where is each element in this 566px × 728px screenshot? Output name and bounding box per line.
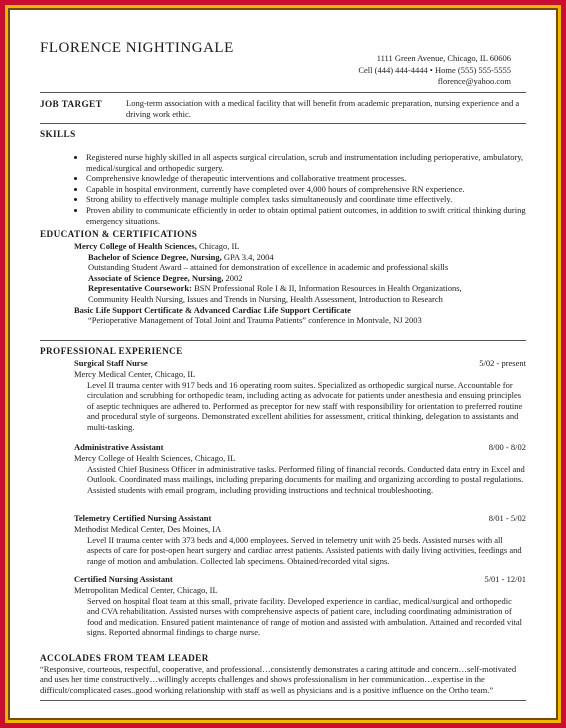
accolades-heading: ACCOLADES FROM TEAM LEADER <box>40 653 209 663</box>
degree-associate: Associate of Science Degree, Nursing, <box>88 272 224 283</box>
degree-line <box>74 252 526 263</box>
skill-item: • Capable in hospital environment, currently have completed over 4,000 hours of comprehensive RN experience. <box>86 184 541 195</box>
job-header <box>74 574 526 585</box>
email-address: florence@yahoo.com <box>437 76 511 86</box>
experience-heading: PROFESSIONAL EXPERIENCE <box>40 346 183 356</box>
skill-item: • Proven ability to communicate efficiently in order to obtain optimal patient outcomes, in addition to swift critical thinking during emergency situations. <box>86 205 541 226</box>
job-body <box>74 524 526 566</box>
coursework-line <box>74 283 526 294</box>
skill-item: • Strong ability to effectively manage multiple complex tasks simultaneously and coordinate time effectively. <box>86 194 541 205</box>
job-dates: 8/01 - 5/02 <box>488 513 526 523</box>
job-dates: 8/00 - 8/02 <box>488 442 526 452</box>
degree-associate-detail: 2002 <box>223 272 243 283</box>
coursework-label: Representative Coursework: <box>88 283 192 294</box>
job-employer: Mercy Medical Center, Chicago, IL <box>74 369 196 379</box>
coursework-line-2: Community Health Nursing, Issues and Trends in Nursing, Health Assessment, Introduction to Research <box>88 293 443 304</box>
job-title: Telemetry Certified Nursing Assistant <box>74 513 212 523</box>
divider <box>40 123 526 124</box>
school-name: Mercy College of Health Sciences, <box>74 241 197 251</box>
coursework-text: BSN Professional Role I & II, Information Resources in Health Organizations, <box>191 283 462 294</box>
job-body <box>74 453 526 495</box>
job-employer: Mercy College of Health Sciences, Chicago, IL <box>74 453 236 463</box>
skill-item: • Comprehensive knowledge of therapeutic interventions and collaborative treatment processes. <box>86 173 541 184</box>
skills-heading: SKILLS <box>40 129 76 139</box>
divider <box>40 700 526 701</box>
certification-line: Basic Life Support Certificate & Advanced Cardiac Life Support Certificate <box>74 304 351 315</box>
phone-numbers: Cell (444) 444-4444 • Home (555) 555-5555 <box>358 64 511 75</box>
job-description: Level II trauma center with 373 beds and 4,000 employees. Served in telemetry unit with 25 beds. Assisted nurses with all aspects of care for post-open heart surgery and cardiac arrest patients. Assisted patients with daily living activities, feedings and range of motion and ambulation. Collected lab specimens. Obtained/recorded vital signs. <box>87 534 522 566</box>
job-description: Level II trauma center with 917 beds and 16 operating room suites. Specialized as orthopedic surgical nurse. Accountable for circulation and scrubbing for orthopedic team, including acting as advocate for patients under anesthesia and ensuing principles of aseptic techniques are adhered to. Performed as preceptor for new staff with responsibility for orientation to preferred routine and procedural style of surgeons. Demonstrated excellent abilities for assessment, critical thinking, delegation to assistants and multi-tasking. <box>87 379 523 432</box>
divider <box>40 340 526 341</box>
job-employer: Methodist Medical Center, Des Moines, IA <box>74 524 222 534</box>
job-employer: Metropolitan Medical Center, Chicago, IL <box>74 585 218 595</box>
education-block <box>74 241 526 326</box>
job-header <box>74 513 526 524</box>
job-title: Certified Nursing Assistant <box>74 574 173 584</box>
divider <box>40 92 526 93</box>
job-header <box>74 358 526 369</box>
degree-bachelor: Bachelor of Science Degree, Nursing, <box>88 251 222 262</box>
award-line: Outstanding Student Award – attained for demonstration of excellence in academic and professional skills <box>88 262 449 273</box>
school-location: Chicago, IL <box>196 241 240 251</box>
skills-list <box>72 152 541 226</box>
job-body <box>74 585 526 638</box>
education-heading: EDUCATION & CERTIFICATIONS <box>40 229 198 239</box>
job-body <box>74 369 526 433</box>
contact-block <box>358 53 511 88</box>
job-dates: 5/02 - present <box>479 358 526 368</box>
job-target-text: Long-term association with a medical facility that will benefit from academic preparation, nursing experience and a driving work ethic. <box>126 98 520 119</box>
school-line <box>74 241 526 252</box>
conference-line: “Perioperative Management of Total Joint and Trauma Patients” conference in Montvale, NJ 2003 <box>88 315 422 326</box>
degree-line <box>74 273 526 284</box>
address: 1111 Green Avenue, Chicago, IL 60606 <box>376 53 511 63</box>
job-header <box>74 442 526 453</box>
job-target-heading: JOB TARGET <box>40 99 103 109</box>
resume-page <box>12 12 554 716</box>
skill-item: • Registered nurse highly skilled in all aspects surgical circulation, scrub and instrumentation including perioperative, ambulatory, medical/surgical and orthopedic surgery. <box>86 152 541 173</box>
job-description: Assisted Chief Business Officer in administrative tasks. Performed filing of financial records. Conducted data entry in Excel and Outlook. Coordinated mass mailings, including preparing documents for mailing and organizing according to postal regulations. Assisted students with email program, including providing instructions and technical troubleshooting. <box>87 463 525 495</box>
job-title: Administrative Assistant <box>74 442 164 452</box>
accolades-quote: “Responsive, courteous, respectful, cooperative, and professional…consistently demonstrates a caring attitude and concern…self-motivated and uses her time constructively…willingly accepts challenges and shows professionalism in her communication…expertise in the difficult/complicated cases..good working relationship with staff as well as physicians and is a positive influence on the Ortho team.” <box>40 664 517 695</box>
job-dates: 5/01 - 12/01 <box>484 574 526 584</box>
job-title: Surgical Staff Nurse <box>74 358 148 368</box>
degree-bachelor-detail: GPA 3.4, 2004 <box>221 251 274 262</box>
job-description: Served on hospital float team at this small, private facility. Developed experience in cardiac, medical/surgical and orthopedic and CVA rehabilitation. Assisted nurses with comprehensive aspects of patient care, including coordinating administration of food and medication. Ensured patient maintenance of range of motion and assisted with ambulation. Attained and recorded vital signs. Reported abnormal findings to charge nurse. <box>87 595 523 638</box>
candidate-name: FLORENCE NIGHTINGALE <box>40 40 234 56</box>
